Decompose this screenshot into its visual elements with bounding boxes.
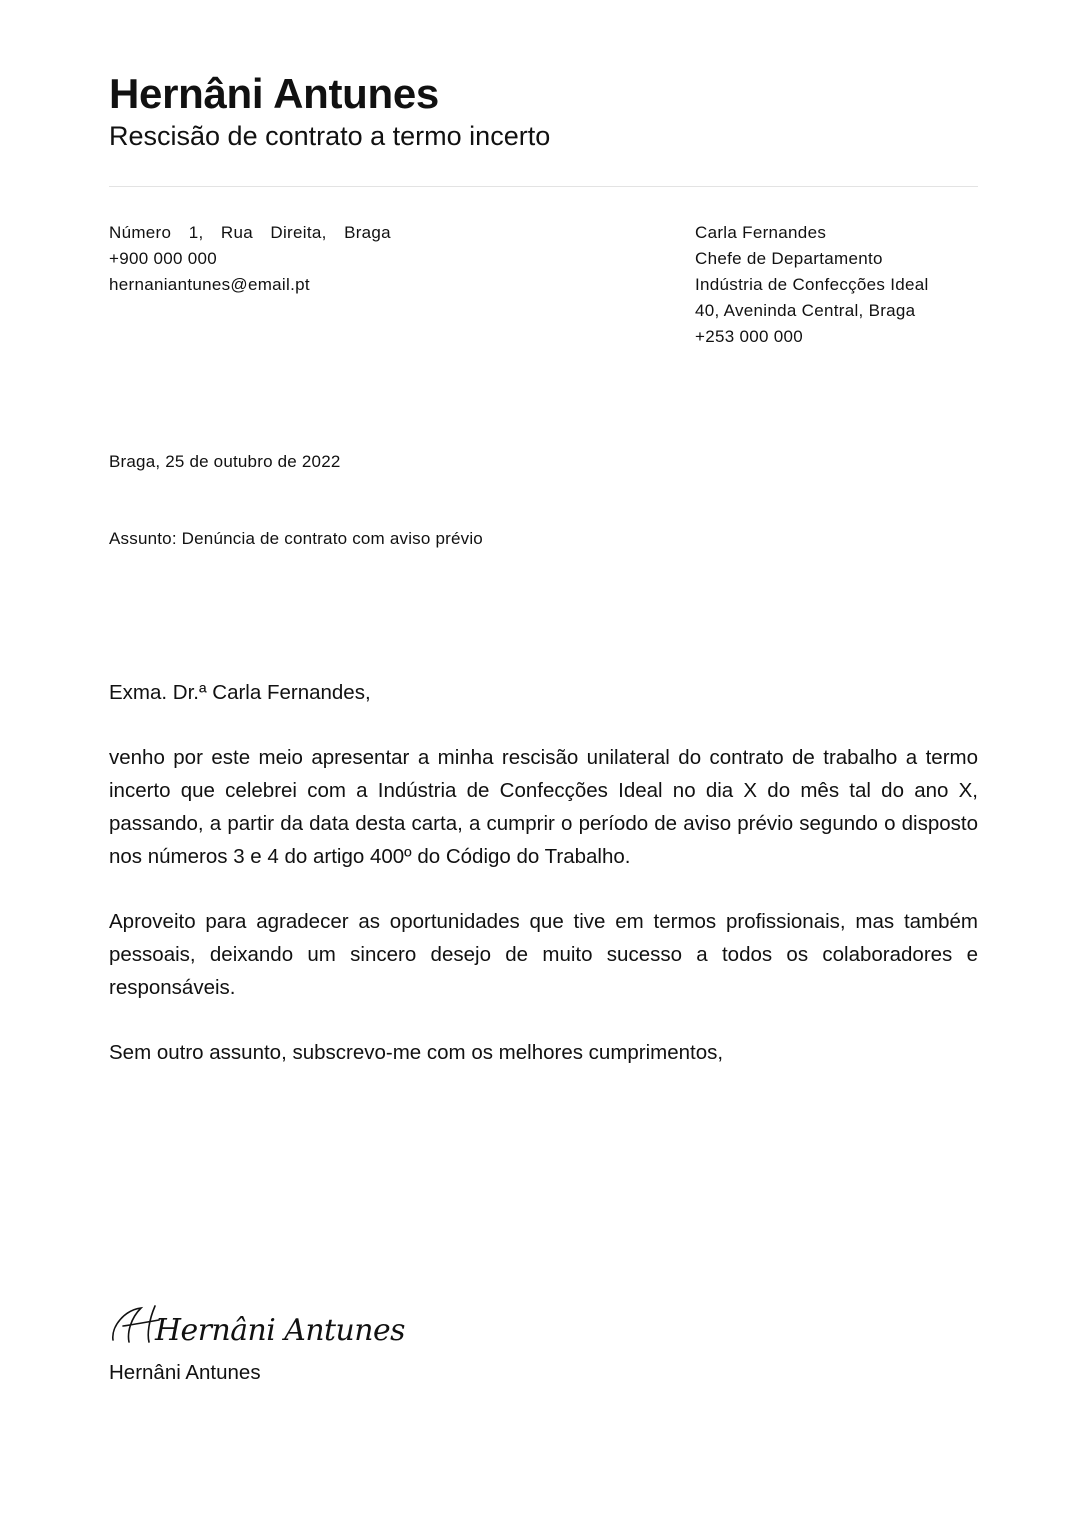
recipient-company: Indústria de Confecções Ideal (695, 275, 929, 294)
sender-contact-block (109, 220, 399, 298)
recipient-phone: +253 000 000 (695, 327, 804, 346)
handwritten-signature (107, 1296, 417, 1352)
sender-email: hernaniantunes@email.pt (109, 275, 310, 294)
sender-address-word: Rua (220, 223, 253, 242)
letter-paragraph: Aproveito para agradecer as oportunidades que tive em termos profissionais, mas também pessoais, deixando um sincero desejo de muito sucesso a todos os colaboradores e responsáveis. (109, 910, 978, 999)
letter-subtitle: Rescisão de contrato a termo incerto (109, 121, 551, 151)
sender-address-word: 1, (188, 223, 204, 242)
header-divider (109, 186, 978, 187)
recipient-address: 40, Aveninda Central, Braga (695, 301, 916, 320)
signature-text: Hernâni Antunes (154, 1313, 406, 1348)
letter-salutation: Exma. Dr.ª Carla Fernandes, (109, 681, 371, 704)
letter-closing: Sem outro assunto, subscrevo-me com os melhores cumprimentos, (109, 1041, 724, 1064)
sender-address (109, 220, 391, 246)
sender-phone: +900 000 000 (109, 249, 218, 268)
sender-address-word: Braga (344, 223, 391, 242)
recipient-block (695, 220, 985, 350)
sender-name-heading: Hernâni Antunes (109, 70, 439, 117)
signer-printed-name: Hernâni Antunes (109, 1361, 261, 1384)
sender-address-word: Número (109, 223, 172, 242)
recipient-title: Chefe de Departamento (695, 249, 883, 268)
sender-address-word: Direita, (270, 223, 327, 242)
letter-date: Braga, 25 de outubro de 2022 (109, 452, 341, 471)
letter-body (109, 676, 978, 1069)
letter-subject: Assunto: Denúncia de contrato com aviso prévio (109, 529, 483, 548)
letter-paragraph: venho por este meio apresentar a minha rescisão unilateral do contrato de trabalho a termo incerto que celebrei com a Indústria de Confecções Ideal no dia X do mês tal do ano X, passando, a partir da data desta carta, a cumprir o período de aviso prévio segundo o disposto nos números 3 e 4 do artigo 400º do Código do Trabalho. (109, 746, 978, 868)
recipient-name: Carla Fernandes (695, 223, 827, 242)
